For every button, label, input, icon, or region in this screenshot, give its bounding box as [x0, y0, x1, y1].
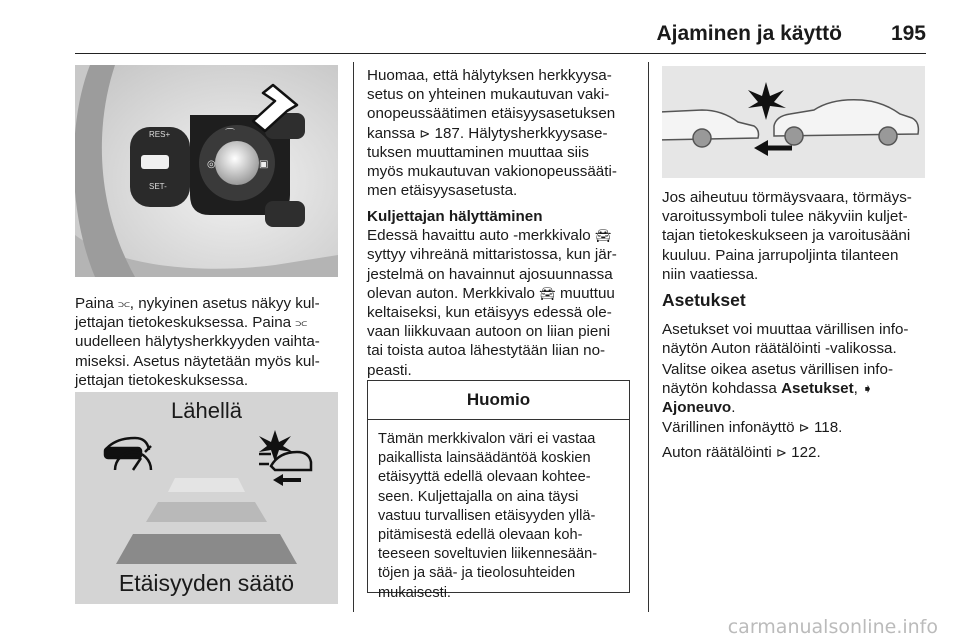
- page-reference: 187. Hälytysherkkyysase-: [434, 124, 608, 142]
- text-line: niin vaatiessa.: [662, 265, 759, 283]
- text-fragment: , nykyinen asetus näkyy kul-: [129, 295, 320, 312]
- text-fragment: muuttuu: [559, 284, 615, 302]
- svg-text:RES+: RES+: [149, 130, 171, 139]
- text-line: varoitussymboli tulee näkyviin kuljet-: [662, 208, 908, 226]
- menu-path-vehicle: Ajoneuvo: [662, 399, 732, 417]
- page-reference-arrow-icon: ⊳: [419, 125, 431, 141]
- notice-line: vastuu turvallisen etäisyyden yllä-: [378, 507, 596, 524]
- reference-text: Auton räätälöinti: [662, 444, 772, 461]
- header-divider: [75, 53, 926, 54]
- text-line: setus on yhteinen mukautuvan vaki-: [367, 86, 610, 104]
- column-divider-1: [353, 62, 354, 612]
- notice-line: pitämisestä edellä olevaan koh-: [378, 527, 583, 544]
- text-line: vaan liikkuvaan autoon on liian pieni: [367, 323, 611, 341]
- paragraph-sensitivity-note: [367, 66, 637, 200]
- svg-text:⌒: ⌒: [225, 129, 235, 140]
- menu-arrow-icon: ➧: [862, 381, 874, 397]
- paragraph-settings: [662, 320, 937, 358]
- collision-warning-image: [662, 66, 925, 178]
- text-line: kuuluu. Paina jarrupoljinta tilanteen: [662, 246, 899, 264]
- reference-color-info-display: [662, 418, 937, 437]
- reference-vehicle-personalization: [662, 443, 937, 462]
- text-line: olevan auton. Merkkivalo: [367, 284, 535, 302]
- page-number: 195: [890, 22, 926, 45]
- notice-line: töjen ja sää- ja tieolosuhteiden: [378, 565, 576, 582]
- text-line: syttyy vihreänä mittaristossa, kun jär-: [367, 246, 617, 264]
- menu-path-settings: Asetukset: [781, 380, 854, 398]
- distance-setting-icon: ⫗: [118, 296, 130, 311]
- text-fragment: kanssa: [367, 124, 416, 142]
- text-line: Huomaa, että hälytyksen herkkyysa-: [367, 67, 612, 84]
- text-line: näytön kohdassa: [662, 380, 777, 398]
- text-line: Asetukset voi muuttaa värillisen info-: [662, 321, 909, 338]
- driver-alert-section: [367, 207, 642, 380]
- text-fragment: .: [731, 399, 736, 417]
- text-line: keltaiseksi, kun etäisyys edessä ole-: [367, 304, 612, 322]
- text-line: tai toista autoa lähestytään liian no-: [367, 342, 606, 360]
- vehicle-ahead-icon: 🚘︎: [539, 285, 556, 301]
- page-header-title: Ajaminen ja käyttö: [656, 22, 842, 45]
- text-fragment: Edessä havaittu auto -merkkivalo: [367, 227, 591, 245]
- two-cars-illustration: [662, 66, 925, 178]
- reference-text: Värillinen infonäyttö: [662, 419, 795, 436]
- text-fragment: Paina: [75, 295, 114, 312]
- collision-warning-icon: [259, 430, 311, 486]
- notice-line: teeseen soveltuvien liikennesään-: [378, 546, 598, 563]
- paragraph-collision-warning: [662, 188, 937, 284]
- text-line: myös mukautuvan vakionopeussääti-: [367, 163, 617, 181]
- text-line: men etäisyysasetusta.: [367, 182, 518, 200]
- watermark: carmanualsonline.info: [727, 616, 938, 638]
- notice-line: paikallista lainsäädäntöä koskien: [378, 450, 591, 467]
- text-fragment: jettajan tietokeskuksessa. Paina: [75, 314, 292, 332]
- text-fragment: miseksi. Asetus näytetään myös kul-: [75, 352, 320, 370]
- text-line: näytön Auton räätälöinti -valikossa.: [662, 340, 897, 358]
- text-line: Jos aiheutuu törmäysvaara, törmäys-: [662, 189, 912, 206]
- notice-line: seen. Kuljettajalla on aina täysi: [378, 488, 579, 505]
- reference-page: 118.: [813, 419, 843, 436]
- display-title: Lähellä: [171, 398, 242, 423]
- paragraph-distance-setting: [75, 294, 345, 390]
- text-line: Valitse oikea asetus värillisen info-: [662, 361, 894, 378]
- text-line: jestelmä on havainnut ajosuunnassa: [367, 265, 613, 283]
- vehicle-ahead-icon: 🚘︎: [594, 228, 612, 244]
- text-fragment: uudelleen hälytysherkkyyden vaihta-: [75, 333, 320, 351]
- display-footer-label: Etäisyyden säätö: [118, 570, 295, 596]
- text-line: peasti.: [367, 361, 412, 379]
- text-line: tuksen muuttaminen muuttaa siis: [367, 143, 590, 161]
- notice-line: etäisyyttä edellä olevaan kohtee-: [378, 469, 591, 486]
- section-subheading: Kuljettajan hälyttäminen: [367, 208, 543, 225]
- vehicle-ahead-gauge-icon: [105, 438, 151, 470]
- driver-info-display-image: [75, 392, 338, 604]
- svg-text:▣: ▣: [259, 159, 269, 170]
- caution-notice-box: [367, 380, 630, 601]
- notice-line: Tämän merkkivalon väri ei vastaa: [378, 431, 596, 447]
- text-fragment: ,: [853, 380, 858, 398]
- settings-heading: Asetukset: [662, 290, 746, 310]
- reference-page: 122.: [791, 444, 821, 461]
- svg-text:SET-: SET-: [149, 182, 167, 191]
- column-divider-2: [648, 62, 649, 612]
- paragraph-select-setting: [662, 360, 937, 418]
- page-reference-arrow-icon: ⊳: [798, 420, 810, 435]
- text-fragment: jettajan tietokeskuksessa.: [75, 371, 249, 389]
- notice-heading: Huomio: [368, 381, 629, 420]
- distance-setting-icon: ⫗: [295, 315, 308, 331]
- page-reference-arrow-icon: ⊳: [776, 445, 787, 460]
- svg-text:◎: ◎: [207, 159, 216, 170]
- steering-wheel-illustration: [75, 65, 338, 277]
- steering-wheel-controls-image: [75, 65, 338, 277]
- text-line: onopeussäätimen etäisyysasetuksen: [367, 105, 616, 123]
- text-line: tajan tietokeskukseen ja varoitusääni: [662, 227, 911, 245]
- notice-line: mukaisesti.: [378, 584, 451, 601]
